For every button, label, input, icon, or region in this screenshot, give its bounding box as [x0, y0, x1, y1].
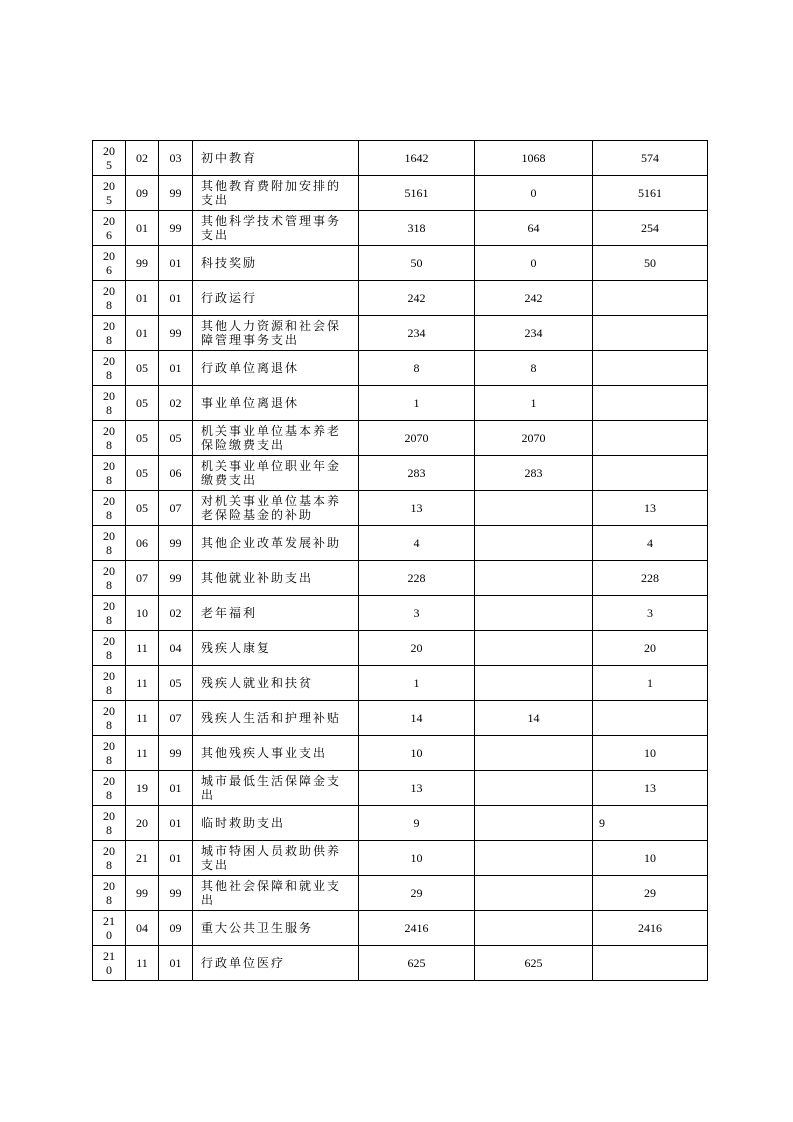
section-code-cell: 11 [126, 946, 159, 981]
subject-name-cell: 行政单位医疗 [193, 946, 359, 981]
class-code-cell [93, 736, 126, 771]
class-code-text: 208 [103, 389, 115, 417]
total-amount-cell: 1 [359, 666, 475, 701]
total-amount-cell: 13 [359, 771, 475, 806]
class-code-text: 208 [103, 284, 115, 312]
project-expenditure-cell: 228 [593, 561, 708, 596]
basic-expenditure-cell: 64 [475, 211, 593, 246]
class-code-text: 208 [103, 879, 115, 907]
item-code-cell: 99 [159, 561, 193, 596]
item-code-cell: 07 [159, 491, 193, 526]
table-row [93, 421, 708, 456]
subject-name-cell: 行政运行 [193, 281, 359, 316]
basic-expenditure-cell [475, 876, 593, 911]
subject-name-cell: 科技奖励 [193, 246, 359, 281]
basic-expenditure-cell [475, 526, 593, 561]
total-amount-cell: 10 [359, 841, 475, 876]
table-row [93, 526, 708, 561]
basic-expenditure-cell [475, 841, 593, 876]
class-code-cell [93, 701, 126, 736]
project-expenditure-cell: 5161 [593, 176, 708, 211]
subject-name-cell: 残疾人生活和护理补贴 [193, 701, 359, 736]
item-code-cell: 99 [159, 736, 193, 771]
project-expenditure-cell [593, 701, 708, 736]
item-code-cell: 04 [159, 631, 193, 666]
class-code-cell [93, 806, 126, 841]
subject-name-cell: 机关事业单位职业年金缴费支出 [193, 456, 359, 491]
section-code-cell: 05 [126, 456, 159, 491]
project-expenditure-cell: 3 [593, 596, 708, 631]
section-code-cell: 10 [126, 596, 159, 631]
class-code-text: 208 [103, 319, 115, 347]
subject-name-cell: 对机关事业单位基本养老保险基金的补助 [193, 491, 359, 526]
class-code-cell [93, 911, 126, 946]
total-amount-cell: 14 [359, 701, 475, 736]
item-code-cell: 99 [159, 211, 193, 246]
class-code-text: 208 [103, 564, 115, 592]
class-code-cell [93, 596, 126, 631]
total-amount-cell: 234 [359, 316, 475, 351]
subject-name-cell: 其他人力资源和社会保障管理事务支出 [193, 316, 359, 351]
section-code-cell: 05 [126, 351, 159, 386]
basic-expenditure-cell: 625 [475, 946, 593, 981]
class-code-text: 206 [103, 214, 115, 242]
table-row [93, 141, 708, 176]
class-code-cell [93, 316, 126, 351]
table-row [93, 666, 708, 701]
subject-name-cell: 行政单位离退休 [193, 351, 359, 386]
project-expenditure-cell: 20 [593, 631, 708, 666]
project-expenditure-cell: 10 [593, 736, 708, 771]
class-code-text: 208 [103, 424, 115, 452]
table-body [93, 141, 708, 981]
class-code-cell [93, 141, 126, 176]
total-amount-cell: 13 [359, 491, 475, 526]
basic-expenditure-cell: 1 [475, 386, 593, 421]
section-code-cell: 11 [126, 631, 159, 666]
subject-name-cell: 初中教育 [193, 141, 359, 176]
basic-expenditure-cell: 242 [475, 281, 593, 316]
class-code-text: 208 [103, 704, 115, 732]
item-code-cell: 02 [159, 596, 193, 631]
project-expenditure-cell: 50 [593, 246, 708, 281]
class-code-text: 208 [103, 494, 115, 522]
item-code-cell: 05 [159, 421, 193, 456]
project-expenditure-cell: 4 [593, 526, 708, 561]
project-expenditure-cell: 2416 [593, 911, 708, 946]
total-amount-cell: 283 [359, 456, 475, 491]
item-code-cell: 09 [159, 911, 193, 946]
subject-name-cell: 其他社会保障和就业支出 [193, 876, 359, 911]
class-code-cell [93, 561, 126, 596]
section-code-cell: 01 [126, 281, 159, 316]
table-row [93, 911, 708, 946]
section-code-cell: 06 [126, 526, 159, 561]
item-code-cell: 07 [159, 701, 193, 736]
total-amount-cell: 2416 [359, 911, 475, 946]
class-code-cell [93, 456, 126, 491]
item-code-cell: 99 [159, 526, 193, 561]
section-code-cell: 11 [126, 701, 159, 736]
class-code-cell [93, 631, 126, 666]
section-code-cell: 04 [126, 911, 159, 946]
project-expenditure-cell [593, 281, 708, 316]
class-code-text: 208 [103, 844, 115, 872]
class-code-text: 208 [103, 809, 115, 837]
table-row [93, 351, 708, 386]
class-code-text: 210 [103, 914, 115, 942]
basic-expenditure-cell [475, 561, 593, 596]
total-amount-cell: 50 [359, 246, 475, 281]
total-amount-cell: 1 [359, 386, 475, 421]
item-code-cell: 01 [159, 841, 193, 876]
table-row [93, 491, 708, 526]
total-amount-cell: 9 [359, 806, 475, 841]
subject-name-cell: 事业单位离退休 [193, 386, 359, 421]
table-row [93, 771, 708, 806]
project-expenditure-cell [593, 421, 708, 456]
item-code-cell: 01 [159, 771, 193, 806]
class-code-cell [93, 386, 126, 421]
item-code-cell: 03 [159, 141, 193, 176]
subject-name-cell: 重大公共卫生服务 [193, 911, 359, 946]
project-expenditure-cell: 254 [593, 211, 708, 246]
subject-name-cell: 临时救助支出 [193, 806, 359, 841]
section-code-cell: 05 [126, 491, 159, 526]
total-amount-cell: 228 [359, 561, 475, 596]
class-code-cell [93, 246, 126, 281]
class-code-text: 210 [103, 949, 115, 977]
class-code-text: 208 [103, 739, 115, 767]
section-code-cell: 05 [126, 386, 159, 421]
class-code-text: 208 [103, 599, 115, 627]
total-amount-cell: 318 [359, 211, 475, 246]
item-code-cell: 01 [159, 946, 193, 981]
basic-expenditure-cell [475, 491, 593, 526]
total-amount-cell: 4 [359, 526, 475, 561]
class-code-cell [93, 491, 126, 526]
expenditure-table [92, 140, 708, 981]
table-row [93, 561, 708, 596]
class-code-text: 208 [103, 634, 115, 662]
class-code-cell [93, 176, 126, 211]
table-row [93, 736, 708, 771]
section-code-cell: 21 [126, 841, 159, 876]
class-code-cell [93, 771, 126, 806]
class-code-cell [93, 876, 126, 911]
class-code-cell [93, 281, 126, 316]
section-code-cell: 99 [126, 876, 159, 911]
basic-expenditure-cell: 234 [475, 316, 593, 351]
project-expenditure-cell: 29 [593, 876, 708, 911]
class-code-text: 205 [103, 144, 115, 172]
table-row [93, 281, 708, 316]
table-row [93, 456, 708, 491]
total-amount-cell: 625 [359, 946, 475, 981]
table-row [93, 211, 708, 246]
item-code-cell: 01 [159, 806, 193, 841]
section-code-cell: 01 [126, 316, 159, 351]
project-expenditure-cell [593, 456, 708, 491]
subject-name-cell: 其他就业补助支出 [193, 561, 359, 596]
table-row [93, 806, 708, 841]
table-row [93, 596, 708, 631]
project-expenditure-cell: 1 [593, 666, 708, 701]
section-code-cell: 11 [126, 736, 159, 771]
class-code-cell [93, 666, 126, 701]
subject-name-cell: 残疾人康复 [193, 631, 359, 666]
project-expenditure-cell [593, 351, 708, 386]
basic-expenditure-cell: 0 [475, 176, 593, 211]
section-code-cell: 07 [126, 561, 159, 596]
basic-expenditure-cell: 14 [475, 701, 593, 736]
total-amount-cell: 29 [359, 876, 475, 911]
project-expenditure-cell: 9 [593, 806, 708, 841]
class-code-text: 208 [103, 669, 115, 697]
table-row [93, 316, 708, 351]
subject-name-cell: 其他教育费附加安排的支出 [193, 176, 359, 211]
total-amount-cell: 2070 [359, 421, 475, 456]
basic-expenditure-cell [475, 911, 593, 946]
item-code-cell: 01 [159, 246, 193, 281]
subject-name-cell: 其他企业改革发展补助 [193, 526, 359, 561]
project-expenditure-cell [593, 316, 708, 351]
total-amount-cell: 5161 [359, 176, 475, 211]
section-code-cell: 11 [126, 666, 159, 701]
section-code-cell: 19 [126, 771, 159, 806]
class-code-text: 206 [103, 249, 115, 277]
item-code-cell: 05 [159, 666, 193, 701]
class-code-text: 208 [103, 459, 115, 487]
basic-expenditure-cell: 0 [475, 246, 593, 281]
section-code-cell: 20 [126, 806, 159, 841]
table-row [93, 841, 708, 876]
item-code-cell: 99 [159, 316, 193, 351]
item-code-cell: 99 [159, 876, 193, 911]
subject-name-cell: 老年福利 [193, 596, 359, 631]
section-code-cell: 09 [126, 176, 159, 211]
subject-name-cell: 其他科学技术管理事务支出 [193, 211, 359, 246]
section-code-cell: 02 [126, 141, 159, 176]
table-row [93, 701, 708, 736]
class-code-text: 208 [103, 774, 115, 802]
class-code-cell [93, 841, 126, 876]
subject-name-cell: 其他残疾人事业支出 [193, 736, 359, 771]
total-amount-cell: 3 [359, 596, 475, 631]
basic-expenditure-cell: 2070 [475, 421, 593, 456]
class-code-cell [93, 946, 126, 981]
class-code-cell [93, 526, 126, 561]
table-row [93, 176, 708, 211]
table-row [93, 246, 708, 281]
class-code-cell [93, 421, 126, 456]
basic-expenditure-cell [475, 806, 593, 841]
total-amount-cell: 242 [359, 281, 475, 316]
project-expenditure-cell: 10 [593, 841, 708, 876]
subject-name-cell: 机关事业单位基本养老保险缴费支出 [193, 421, 359, 456]
item-code-cell: 06 [159, 456, 193, 491]
project-expenditure-cell: 13 [593, 491, 708, 526]
table-row [93, 946, 708, 981]
item-code-cell: 01 [159, 351, 193, 386]
table-row [93, 631, 708, 666]
section-code-cell: 99 [126, 246, 159, 281]
subject-name-cell: 城市特困人员救助供养支出 [193, 841, 359, 876]
class-code-cell [93, 351, 126, 386]
item-code-cell: 01 [159, 281, 193, 316]
class-code-text: 205 [103, 179, 115, 207]
basic-expenditure-cell [475, 736, 593, 771]
project-expenditure-cell [593, 386, 708, 421]
subject-name-cell: 城市最低生活保障金支出 [193, 771, 359, 806]
class-code-text: 208 [103, 529, 115, 557]
total-amount-cell: 20 [359, 631, 475, 666]
section-code-cell: 01 [126, 211, 159, 246]
basic-expenditure-cell: 1068 [475, 141, 593, 176]
section-code-cell: 05 [126, 421, 159, 456]
project-expenditure-cell: 13 [593, 771, 708, 806]
basic-expenditure-cell: 283 [475, 456, 593, 491]
basic-expenditure-cell: 8 [475, 351, 593, 386]
table-row [93, 876, 708, 911]
class-code-cell [93, 211, 126, 246]
project-expenditure-cell [593, 946, 708, 981]
basic-expenditure-cell [475, 631, 593, 666]
basic-expenditure-cell [475, 666, 593, 701]
basic-expenditure-cell [475, 596, 593, 631]
table-row [93, 386, 708, 421]
total-amount-cell: 10 [359, 736, 475, 771]
class-code-text: 208 [103, 354, 115, 382]
total-amount-cell: 1642 [359, 141, 475, 176]
item-code-cell: 99 [159, 176, 193, 211]
item-code-cell: 02 [159, 386, 193, 421]
total-amount-cell: 8 [359, 351, 475, 386]
subject-name-cell: 残疾人就业和扶贫 [193, 666, 359, 701]
basic-expenditure-cell [475, 771, 593, 806]
project-expenditure-cell: 574 [593, 141, 708, 176]
